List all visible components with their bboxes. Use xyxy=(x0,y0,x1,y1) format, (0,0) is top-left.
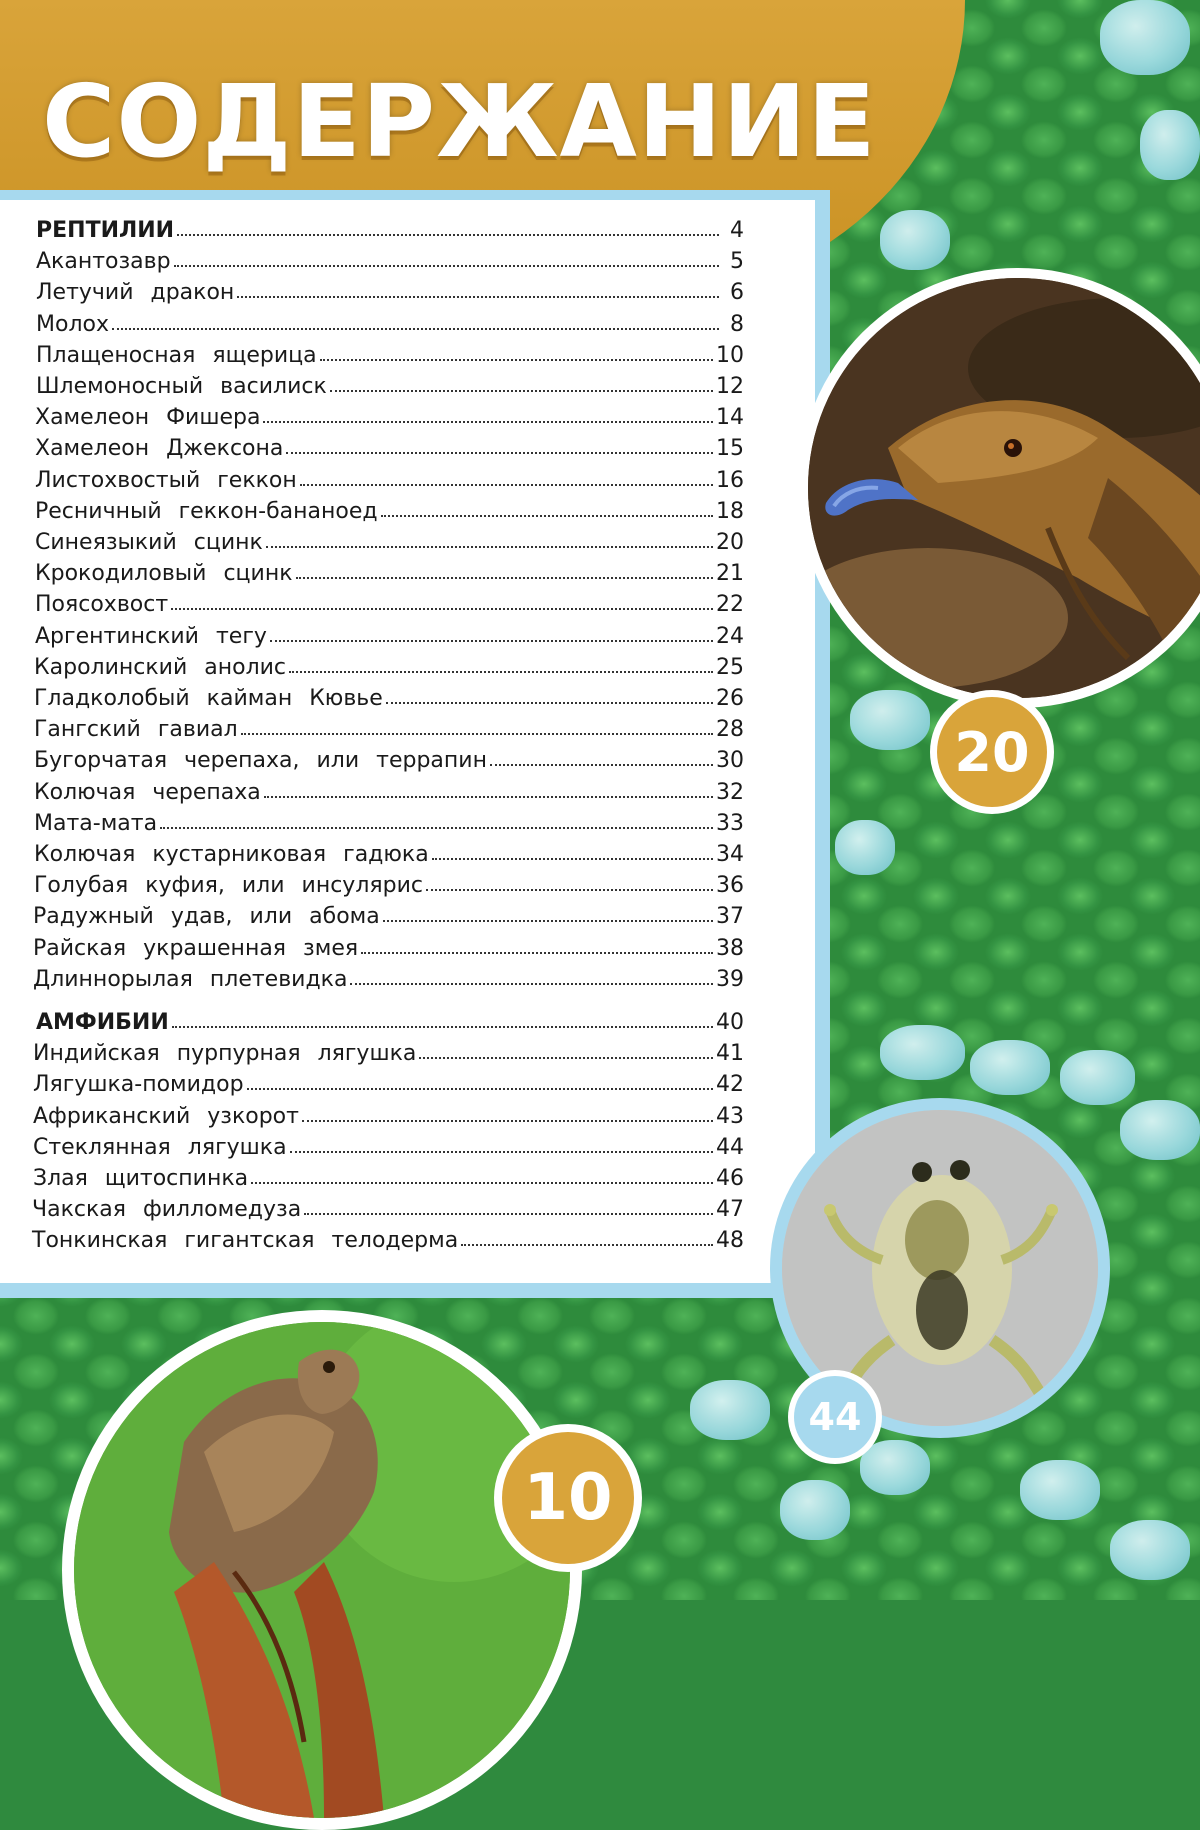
blue-scale xyxy=(880,210,950,270)
leader-dots xyxy=(386,702,713,704)
toc-page-number: 16 xyxy=(716,467,744,493)
toc-panel xyxy=(0,190,830,1298)
toc-page-number: 26 xyxy=(716,686,744,711)
toc-entry-row xyxy=(35,468,744,498)
toc-entry-row xyxy=(36,343,744,373)
toc-page-number: 43 xyxy=(716,1103,744,1129)
toc-entry-label: Каролинский анолис xyxy=(34,654,287,680)
leader-dots xyxy=(432,858,713,860)
leader-dots xyxy=(172,1026,713,1028)
toc-section-title: АМФИБИИ xyxy=(36,1010,169,1035)
toc-entry-row xyxy=(35,561,744,591)
toc-entry-row xyxy=(35,499,744,529)
toc-page-number: 40 xyxy=(716,1010,744,1035)
leader-dots xyxy=(461,1244,713,1246)
toc-page-number: 4 xyxy=(730,218,744,243)
toc-page-number: 14 xyxy=(716,405,744,431)
blue-scale xyxy=(1020,1460,1100,1520)
toc-page-number: 24 xyxy=(716,623,744,649)
leader-dots xyxy=(177,234,719,236)
toc-entry-label: Африканский узкорот xyxy=(33,1103,299,1129)
page-badge-lizard-inner: 10 xyxy=(502,1432,634,1564)
leader-dots xyxy=(381,515,713,517)
toc-entry-row xyxy=(34,842,744,872)
toc-entry-row xyxy=(33,1166,744,1196)
toc-page-number: 42 xyxy=(716,1072,744,1098)
blue-scale xyxy=(1140,110,1200,180)
toc-page-number: 38 xyxy=(716,935,744,961)
toc-entry-row xyxy=(36,374,744,404)
toc-entry-label: Стеклянная лягушка xyxy=(33,1134,287,1160)
blue-scale xyxy=(850,690,930,750)
page-badge-frog-inner: 44 xyxy=(794,1376,876,1458)
toc-entry-label: Аргентинский тегу xyxy=(35,623,267,649)
toc-page-number: 15 xyxy=(716,436,744,462)
toc-entry-row xyxy=(33,1072,744,1102)
toc-entry-row xyxy=(34,686,744,716)
leader-dots xyxy=(237,296,719,298)
toc-entry-row xyxy=(34,748,744,778)
toc-entry-label: Ресничный геккон-бананоед xyxy=(35,498,378,524)
toc-entry-row xyxy=(35,624,744,654)
leader-dots xyxy=(330,390,713,392)
toc-entry-label: Поясохвост xyxy=(35,592,169,618)
toc-entry-row xyxy=(34,717,744,747)
leader-dots xyxy=(112,328,719,330)
page-badge-skink-inner: 20 xyxy=(937,697,1047,807)
toc-page-number: 12 xyxy=(716,374,744,399)
leader-dots xyxy=(490,764,713,766)
leader-dots xyxy=(174,265,719,267)
toc-page-number: 44 xyxy=(716,1134,744,1160)
toc-entry-row xyxy=(34,655,744,685)
toc-entry-label: Хамелеон Фишера xyxy=(35,405,261,431)
toc-page-number: 25 xyxy=(716,654,744,680)
leader-dots xyxy=(286,452,713,454)
leader-dots xyxy=(383,920,713,922)
leader-dots xyxy=(266,546,713,548)
toc-page-number: 37 xyxy=(716,904,744,930)
toc-entry-label: Акантозавр xyxy=(36,249,171,275)
toc-entry-label: Голубая куфия, или инсулярис xyxy=(34,873,423,899)
toc-entry-label: Радужный удав, или абома xyxy=(33,904,380,930)
leader-dots xyxy=(296,577,714,579)
blue-scale xyxy=(1100,0,1190,75)
blue-scale xyxy=(1120,1100,1200,1160)
leader-dots xyxy=(320,359,713,361)
toc-entry-row xyxy=(33,1041,744,1071)
toc-page-number: 6 xyxy=(730,280,744,306)
leader-dots xyxy=(304,1213,713,1215)
toc-panel-inner xyxy=(0,200,815,1283)
toc-entry-label: Длиннорылая плетевидка xyxy=(33,966,348,992)
leader-dots xyxy=(350,983,713,985)
page-title: СОДЕРЖАНИЕ xyxy=(42,63,877,180)
toc-entry-label: Гангский гавиал xyxy=(34,717,238,743)
blue-scale xyxy=(1060,1050,1135,1105)
toc-entry-row xyxy=(32,1197,744,1227)
toc-entry-label: Чакская филломедуза xyxy=(32,1197,302,1223)
leader-dots xyxy=(171,608,713,610)
leader-dots xyxy=(290,1151,713,1153)
toc-section-title: РЕПТИЛИИ xyxy=(36,218,175,243)
toc-page-number: 21 xyxy=(716,561,744,587)
blue-scale xyxy=(690,1380,770,1440)
toc-page-number: 36 xyxy=(716,873,744,899)
leader-dots xyxy=(270,640,713,642)
blue-scale xyxy=(880,1025,965,1080)
toc-entry-label: Злая щитоспинка xyxy=(33,1166,249,1191)
toc-page-number: 32 xyxy=(716,779,744,805)
toc-entry-row xyxy=(36,280,744,310)
toc-page-number: 28 xyxy=(716,717,744,743)
toc-entry-label: Колючая кустарниковая гадюка xyxy=(34,842,429,867)
toc-page-number: 10 xyxy=(716,342,744,368)
toc-entry-label: Бугорчатая черепаха, или террапин xyxy=(34,748,487,774)
leader-dots xyxy=(300,484,713,486)
leader-dots xyxy=(251,1182,713,1184)
toc-page-number: 5 xyxy=(730,249,744,275)
toc-entry-row xyxy=(33,1104,744,1134)
toc-page-number: 48 xyxy=(716,1228,744,1254)
blue-scale xyxy=(860,1440,930,1495)
toc-entry-label: Синеязыкий сцинк xyxy=(35,530,263,555)
blue-scale xyxy=(780,1480,850,1540)
leader-dots xyxy=(263,421,713,423)
toc-page-number: 46 xyxy=(716,1166,744,1191)
toc-page-number: 34 xyxy=(716,842,744,867)
toc-entry-row xyxy=(33,904,744,934)
toc-entry-label: Тонкинская гигантская телодерма xyxy=(32,1228,459,1254)
toc-entry-label: Шлемоносный василиск xyxy=(36,374,327,399)
leader-dots xyxy=(289,671,713,673)
toc-entry-label: Листохвостый геккон xyxy=(35,467,297,493)
leader-dots xyxy=(241,733,713,735)
toc-entry-label: Лягушка-помидор xyxy=(33,1072,244,1098)
leader-dots xyxy=(361,952,713,954)
toc-entry-row xyxy=(33,1135,744,1165)
leader-dots xyxy=(302,1120,713,1122)
toc-entry-row xyxy=(35,405,744,435)
toc-entry-row xyxy=(35,436,744,466)
leader-dots xyxy=(264,796,713,798)
frilled-lizard-icon xyxy=(74,1322,570,1818)
toc-entry-label: Райская украшенная змея xyxy=(33,935,359,961)
toc-section-row xyxy=(36,218,744,248)
toc-entry-row xyxy=(32,1228,744,1258)
toc-entry-label: Летучий дракон xyxy=(36,280,235,306)
toc-entry-row xyxy=(35,530,744,560)
toc-section-row xyxy=(36,1010,744,1040)
toc-page-number: 41 xyxy=(716,1041,744,1067)
toc-entry-label: Гладколобый кайман Кювье xyxy=(34,686,383,711)
toc-entry-row xyxy=(34,780,744,810)
leader-dots xyxy=(426,889,713,891)
toc-page-number: 33 xyxy=(716,810,744,836)
blue-scale xyxy=(1110,1520,1190,1580)
toc-entry-label: Плащеносная ящерица xyxy=(36,342,317,368)
lizard-photo xyxy=(74,1322,570,1818)
toc-page-number: 8 xyxy=(730,311,744,337)
toc-entry-row xyxy=(36,249,744,279)
toc-page-number: 22 xyxy=(716,592,744,618)
toc-entry-row xyxy=(36,312,744,342)
blue-scale xyxy=(970,1040,1050,1095)
toc-entry-label: Крокодиловый сцинк xyxy=(35,561,293,587)
toc-entry-row xyxy=(33,936,744,966)
toc-page-number: 47 xyxy=(716,1197,744,1223)
blue-scale xyxy=(835,820,895,875)
toc-page-number: 30 xyxy=(716,748,744,774)
toc-entry-label: Колючая черепаха xyxy=(34,779,261,805)
toc-entry-row xyxy=(33,967,744,997)
toc-page-number: 39 xyxy=(716,966,744,992)
toc-entry-label: Молох xyxy=(36,311,109,337)
toc-entry-row xyxy=(35,592,744,622)
toc-page-number: 18 xyxy=(716,498,744,524)
toc-entry-label: Мата-мата xyxy=(34,810,158,836)
leader-dots xyxy=(160,827,713,829)
toc-entry-label: Хамелеон Джексона xyxy=(35,436,284,462)
leader-dots xyxy=(419,1057,713,1059)
toc-page-number: 20 xyxy=(716,530,744,555)
toc-entry-label: Индийская пурпурная лягушка xyxy=(33,1041,417,1067)
leader-dots xyxy=(247,1088,713,1090)
toc-entry-row xyxy=(34,811,744,841)
toc-entry-row xyxy=(34,873,744,903)
